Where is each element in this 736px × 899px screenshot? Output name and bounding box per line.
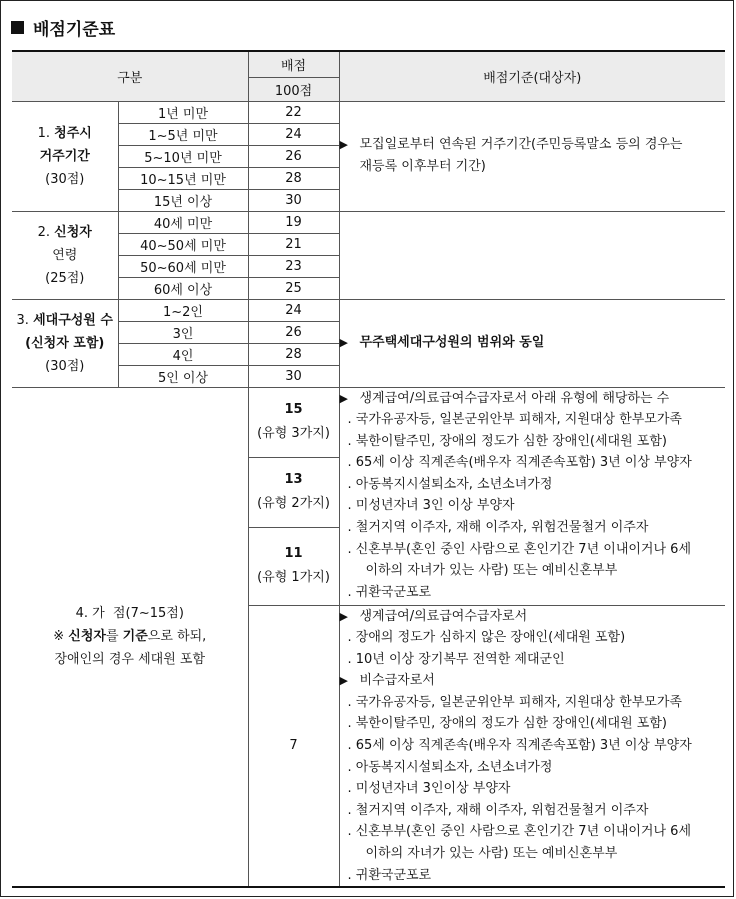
note-text: 를 — [105, 629, 119, 645]
points-13 — [248, 457, 339, 527]
row-points: 19 — [248, 211, 339, 233]
criteria-item: . 아동복지시설퇴소자, 소년소녀가정 — [347, 476, 553, 492]
criteria-item: . 미성년자녀 3인이상 부양자 — [347, 781, 511, 797]
criteria-item: . 65세 이상 직계존속(배우자 직계존속포함) 3년 이상 부양자 — [347, 738, 692, 754]
section1-title2: 거주기간 — [39, 148, 90, 164]
table-row — [12, 387, 725, 457]
row-points: 26 — [248, 145, 339, 167]
section2-title1: 신청자 — [54, 224, 92, 240]
row-points: 25 — [248, 277, 339, 299]
points-7: 7 — [248, 605, 339, 887]
section1-max: (30점) — [45, 171, 85, 187]
section1-category — [12, 101, 118, 211]
criteria-item: . 국가유공자등, 일본군위안부 피해자, 지원대상 한부모가족 — [347, 412, 682, 428]
note-bold: 신청자 — [68, 629, 106, 645]
criteria-item: . 신혼부부(혼인 중인 사람으로 혼인기간 7년 이내이거나 6세 — [347, 824, 692, 840]
row-label: 3인 — [118, 321, 248, 343]
section2-criteria — [339, 211, 725, 299]
header-score: 배점 — [248, 51, 339, 77]
row-points: 30 — [248, 365, 339, 387]
section4-title: 4. 가 점(7~15점) — [75, 606, 184, 622]
section3-title1: 세대구성원 수 — [33, 312, 113, 328]
row-points: 30 — [248, 189, 339, 211]
row-points: 24 — [248, 123, 339, 145]
section3-num: 3. — [16, 312, 29, 328]
table-row — [12, 211, 725, 233]
points-value: 13 — [284, 472, 303, 487]
row-points: 24 — [248, 299, 339, 321]
row-label: 5인 이상 — [118, 365, 248, 387]
row-label: 15년 이상 — [118, 189, 248, 211]
black-square-icon — [11, 21, 24, 34]
note-mark: ※ — [53, 629, 65, 645]
section2-num: 2. — [37, 224, 51, 240]
criteria-item: . 철거지역 이주자, 재해 이주자, 위험건물철거 이주자 — [347, 520, 649, 536]
criteria-item: . 아동복지시설퇴소자, 소년소녀가정 — [347, 759, 553, 775]
row-label: 1년 미만 — [118, 101, 248, 123]
table-row — [12, 101, 725, 123]
section4-category — [12, 387, 248, 887]
criteria-item: . 귀환국군포로 — [347, 867, 432, 883]
points-value: 15 — [284, 402, 303, 417]
row-label: 1~5년 미만 — [118, 123, 248, 145]
right-triangle-icon: ▶ — [339, 391, 348, 405]
criteria-item: . 북한이탈주민, 장애의 정도가 심한 장애인(세대원 포함) — [347, 433, 667, 449]
section2-title2: 연령 — [52, 247, 78, 263]
row-label: 4인 — [118, 343, 248, 365]
right-triangle-icon: ▶ — [339, 138, 348, 151]
section1-criteria — [339, 101, 725, 211]
section3-max: (30점) — [45, 358, 85, 374]
criteria-line: 모집일로부터 연속된 거주기간(주민등록말소 등의 경우는 — [359, 137, 683, 152]
row-label: 40~50세 미만 — [118, 233, 248, 255]
section2-category — [12, 211, 118, 299]
row-label: 1~2인 — [118, 299, 248, 321]
header-total: 100점 — [248, 77, 339, 101]
criteria-item: . 귀환국군포로 — [347, 584, 432, 600]
criteria-item: . 국가유공자등, 일본군위안부 피해자, 지원대상 한부모가족 — [347, 694, 682, 710]
criteria-head: 생계급여/의료급여수급자로서 아래 유형에 해당하는 수 — [359, 390, 670, 406]
row-points: 26 — [248, 321, 339, 343]
section1-title1: 청주시 — [54, 125, 92, 141]
section3-category — [12, 299, 118, 387]
criteria-item: . 10년 이상 장기복무 전역한 제대군인 — [347, 651, 565, 667]
row-label: 40세 미만 — [118, 211, 248, 233]
right-triangle-icon: ▶ — [339, 674, 348, 688]
section3-title2: (신청자 포함) — [25, 335, 105, 351]
header-criteria: 배점기준(대상자) — [339, 51, 725, 101]
row-points: 22 — [248, 101, 339, 123]
points-11 — [248, 527, 339, 605]
criteria-item: . 미성년자녀 3인 이상 부양자 — [347, 498, 515, 514]
criteria-item: . 북한이탈주민, 장애의 정도가 심한 장애인(세대원 포함) — [347, 716, 667, 732]
criteria-head: 비수급자로서 — [359, 673, 435, 689]
criteria-item: 이하의 자녀가 있는 사람) 또는 예비신혼부부 — [365, 563, 618, 579]
points-type: (유형 1가지) — [257, 570, 330, 585]
points-type: (유형 2가지) — [257, 496, 330, 511]
section4-note — [12, 625, 248, 648]
heading-title: 배점기준표 — [33, 19, 116, 40]
scoring-table — [12, 50, 725, 888]
criteria-head: 생계급여/의료급여수급자로서 — [359, 608, 528, 624]
criteria-line: 무주택세대구성원의 범위와 동일 — [359, 335, 545, 350]
row-label: 60세 이상 — [118, 277, 248, 299]
table-header-row — [12, 51, 725, 77]
row-points: 21 — [248, 233, 339, 255]
header-category: 구분 — [12, 51, 248, 101]
points-type: (유형 3가지) — [257, 426, 330, 441]
criteria-item: . 65세 이상 직계존속(배우자 직계존속포함) 3년 이상 부양자 — [347, 455, 692, 471]
points-value: 11 — [284, 546, 303, 561]
section4-criteria-a — [339, 387, 725, 605]
table-row — [12, 299, 725, 321]
criteria-item: . 신혼부부(혼인 중인 사람으로 혼인기간 7년 이내이거나 6세 — [347, 541, 692, 557]
criteria-item: . 장애의 정도가 심하지 않은 장애인(세대원 포함) — [347, 630, 626, 646]
row-label: 10~15년 미만 — [118, 167, 248, 189]
points-15 — [248, 387, 339, 457]
right-triangle-icon: ▶ — [339, 609, 348, 623]
note-text: 으로 하되, — [147, 629, 207, 645]
row-points: 28 — [248, 343, 339, 365]
row-label: 5~10년 미만 — [118, 145, 248, 167]
section-heading — [11, 15, 115, 39]
section1-num: 1. — [37, 125, 51, 141]
section3-criteria — [339, 299, 725, 387]
row-points: 28 — [248, 167, 339, 189]
section2-max: (25점) — [45, 270, 85, 286]
section4-note-line2: 장애인의 경우 세대원 포함 — [54, 652, 206, 668]
right-triangle-icon: ▶ — [339, 336, 348, 349]
criteria-item: . 철거지역 이주자, 재해 이주자, 위험건물철거 이주자 — [347, 802, 649, 818]
row-label: 50~60세 미만 — [118, 255, 248, 277]
criteria-line: 재등록 이후부터 기간) — [359, 159, 486, 174]
row-points: 23 — [248, 255, 339, 277]
criteria-item: 이하의 자녀가 있는 사람) 또는 예비신혼부부 — [365, 846, 618, 862]
note-bold: 기준 — [122, 629, 148, 645]
section4-criteria-b — [339, 605, 725, 887]
